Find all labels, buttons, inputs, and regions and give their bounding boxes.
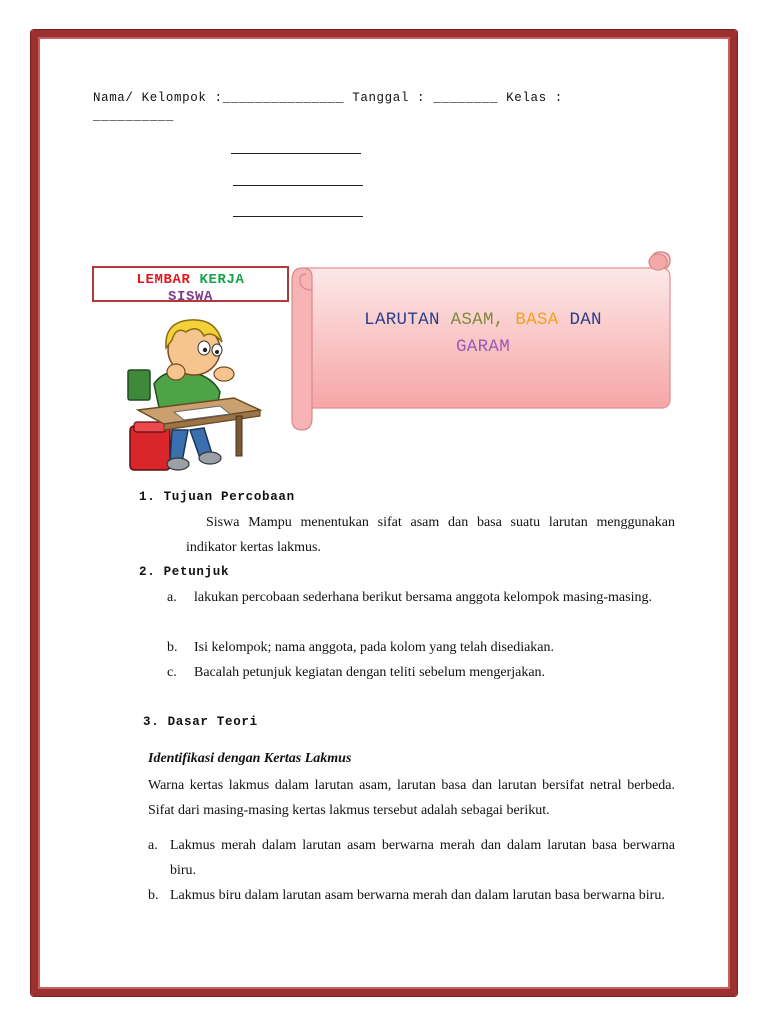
section-heading-dasar-teori: 3. Dasar Teori xyxy=(143,715,258,729)
list-marker: b. xyxy=(148,888,159,903)
title-word-basa: BASA xyxy=(515,310,559,330)
worksheet-label-box xyxy=(92,266,289,302)
identity-line-continued: __________ xyxy=(93,109,175,123)
blank-line-3[interactable] xyxy=(233,216,363,217)
section-heading-tujuan: 1. Tujuan Percobaan xyxy=(139,490,295,504)
student-studying-illustration xyxy=(124,312,264,474)
list-marker: a. xyxy=(148,838,158,853)
identity-line: Nama/ Kelompok :_______________ Tanggal : ________ Kelas : xyxy=(93,91,563,105)
title-word-dan: DAN xyxy=(569,310,602,330)
blank-line-1[interactable] xyxy=(231,153,361,154)
list-marker: c. xyxy=(167,665,177,680)
list-text: lakukan percobaan sederhana berikut bersama anggota kelompok masing-masing. xyxy=(194,590,652,605)
title-word-larutan: LARUTAN xyxy=(364,310,440,330)
list-marker: b. xyxy=(167,640,178,655)
tujuan-text: Siswa Mampu menentukan sifat asam dan basa suatu larutan menggunakan indikator kertas lakmus. xyxy=(186,515,675,555)
title-word-asam: ASAM, xyxy=(450,310,505,330)
list-item xyxy=(167,660,675,685)
list-text: Lakmus biru dalam larutan asam berwarna merah dan dalam larutan basa berwarna biru. xyxy=(170,888,665,903)
worksheet-label-word-2: KERJA xyxy=(199,272,245,288)
list-item xyxy=(167,585,675,635)
subsection-title: Identifikasi dengan Kertas Lakmus xyxy=(148,751,352,766)
list-marker: a. xyxy=(167,590,177,605)
title-word-garam: GARAM xyxy=(455,337,510,357)
list-text: Isi kelompok; nama anggota, pada kolom yang telah disediakan. xyxy=(194,640,555,655)
banner-title xyxy=(318,307,648,361)
list-item xyxy=(148,883,675,933)
dasar-teori-intro: Warna kertas lakmus dalam larutan asam, larutan basa dan larutan bersifat netral berbeda. Sifat dari masing-masing kertas lakmus tersebut adalah sebagai berikut. xyxy=(148,778,675,818)
section-heading-petunjuk: 2. Petunjuk xyxy=(139,565,230,579)
worksheet-label-word-3: SISWA xyxy=(167,289,213,302)
list-item xyxy=(148,833,675,883)
list-text: Lakmus merah dalam larutan asam berwarna merah dan dalam larutan basa berwarna biru. xyxy=(170,838,675,878)
blank-line-2[interactable] xyxy=(233,185,363,186)
list-text: Bacalah petunjuk kegiatan dengan teliti sebelum mengerjakan. xyxy=(194,665,546,680)
worksheet-label-word-1: LEMBAR xyxy=(136,272,191,288)
list-item xyxy=(167,635,675,660)
